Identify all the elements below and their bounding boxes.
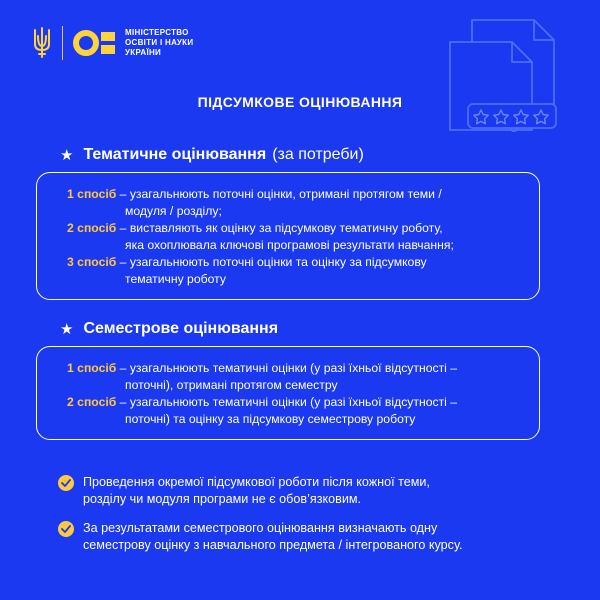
header — [32, 26, 193, 60]
semester-method-2: 2 спосіб – узагальнюють тематичні оцінки (у разі їхньої відсутності – поточні) та оцінку за підсумкову семестрову роботу — [67, 395, 458, 426]
semester-heading — [60, 320, 278, 338]
star-icon: ★ — [60, 321, 74, 338]
thematic-method-2: 2 спосіб – виставляють як оцінку за підсумкову тематичну роботу, яка охоплювала ключові програмові результати навчання; — [67, 221, 454, 252]
thematic-method-3: 3 спосіб – узагальнюють поточні оцінки та оцінку за підсумкову тематичну роботу — [67, 255, 427, 286]
thematic-methods-card — [36, 172, 540, 300]
check-circle-icon — [58, 521, 74, 537]
thematic-heading-text: Тематичне оцінювання — [83, 146, 267, 163]
page-title: ПІДСУМКОВЕ ОЦІНЮВАННЯ — [197, 94, 403, 110]
thematic-heading — [60, 146, 364, 164]
ministry-logo-icon — [73, 28, 117, 58]
check-circle-icon — [58, 475, 74, 491]
thematic-heading-note: (за потреби) — [272, 146, 364, 163]
note-item-2: За результатами семестрового оцінювання визначають одну семестрову оцінку з навчального предмета / інтегрованого курсу. — [58, 520, 463, 554]
semester-methods-card — [36, 346, 540, 440]
header-divider — [62, 26, 63, 60]
note-item-1: Проведення окремої підсумкової роботи після кожної теми, розділу чи модуля програми не є обов’язковим. — [58, 474, 430, 508]
thematic-method-1: 1 спосіб – узагальнюють поточні оцінки, отримані протягом теми / модуля / розділу; — [67, 187, 442, 218]
ministry-name: МІНІСТЕРСТВО ОСВІТИ І НАУКИ УКРАЇНИ — [125, 28, 194, 57]
semester-heading-text: Семестрове оцінювання — [83, 320, 279, 337]
trident-emblem-icon — [32, 26, 52, 60]
documents-rating-icon — [436, 12, 576, 132]
star-icon: ★ — [60, 147, 74, 164]
semester-method-1: 1 спосіб – узагальнюють тематичні оцінки (у разі їхньої відсутності – поточні), отримані протягом семестру — [67, 361, 458, 392]
